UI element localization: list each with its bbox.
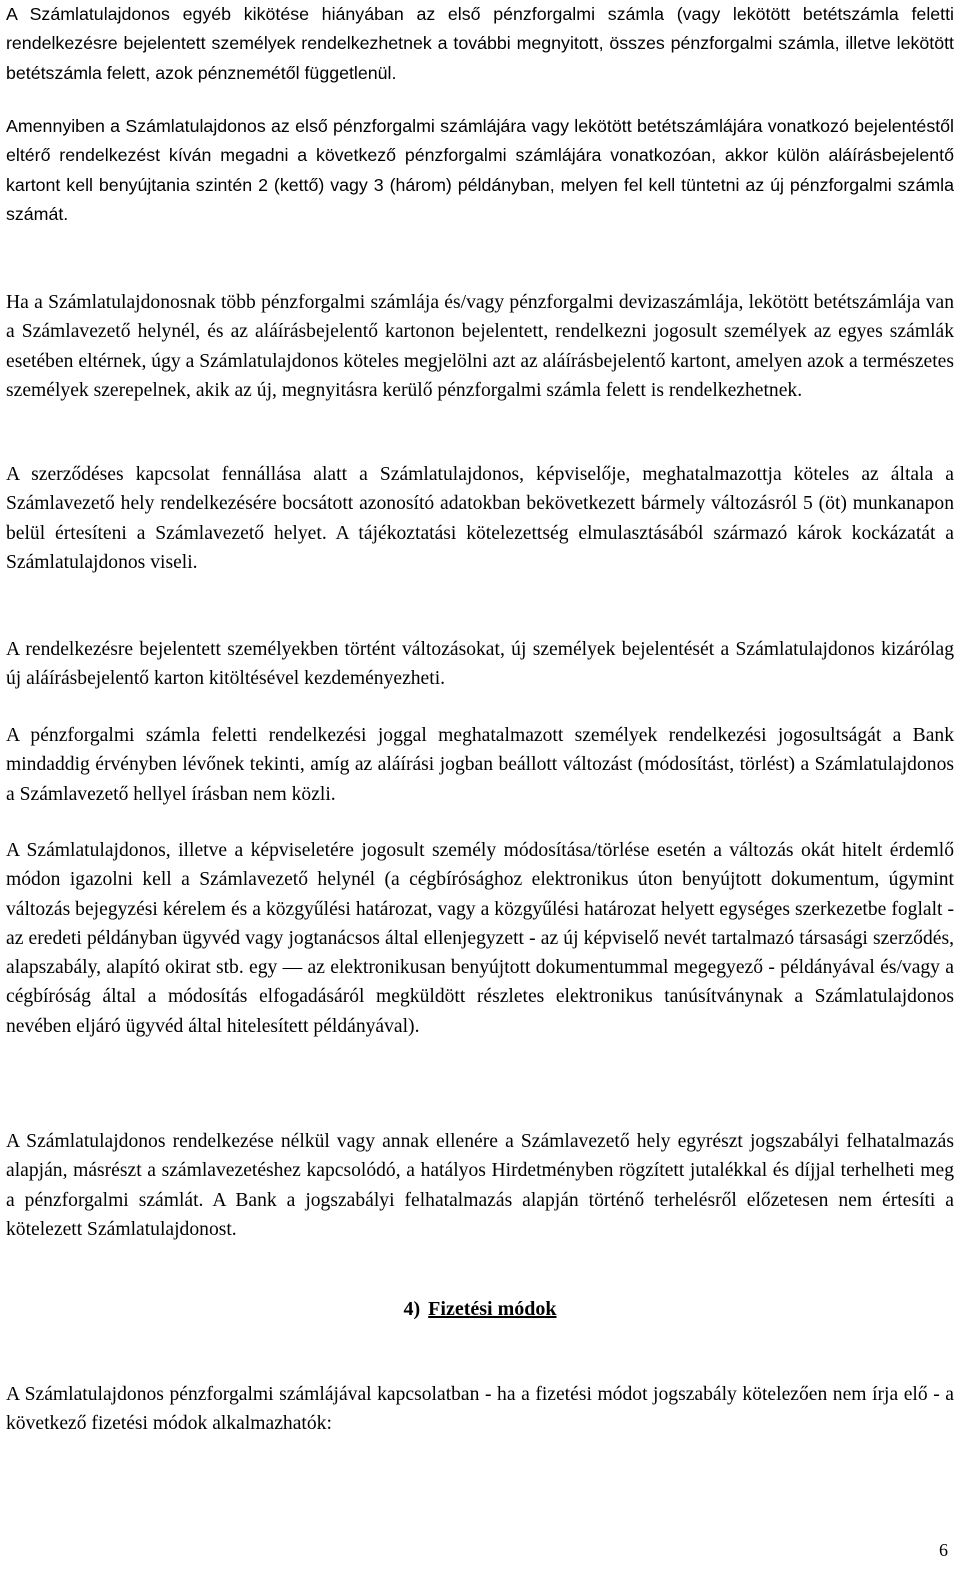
- section-title: Fizetési módok: [428, 1298, 557, 1320]
- paragraph-debit-without-instruction: A Számlatulajdonos rendelkezése nélkül vagy annak ellenére a Számlavezető hely egyrészt jogszabályi felhatalmazás alapján, másrészt a számlavezetéshez kapcsolódó, a hatályos Hirdetményben rögzített jutalékkal és díjjal terhelheti meg a pénzforgalmi számlát. A Bank a jogszabályi felhatalmazás alapján történő terhelésről előzetesen nem értesíti a kötelezett Számlatulajdonost.: [6, 1131, 954, 1240]
- paragraph-separate-signature-card: Amennyiben a Számlatulajdonos az első pénzforgalmi számlájára vagy lekötött betétszámlájára vonatkozó bejelentéstől eltérő rendelkezést kíván megadni a következő pénzforgalmi számlájára vonatkozóan, akkor külön aláírásbejelentő kartont kell benyújtania szintén 2 (kettő) vagy 3 (három) példányban, melyen fel kell tüntetni az új pénzforgalmi számla számát.: [6, 116, 954, 224]
- section-heading: [6, 1294, 954, 1324]
- paragraph-multiple-accounts: Ha a Számlatulajdonosnak több pénzforgalmi számlája és/vagy pénzforgalmi devizaszámlája, lekötött betétszámlája van a Számlavezető helynél, és az aláírásbejelentő kartonon bejelentett, rendelkezni jogosult személyek az egyes számlák esetében eltérnek, úgy a Számlatulajdonos köteles megjelölni azt az aláírásbejelentő kartont, amelyen azok a természetes személyek szerepelnek, akik az új, megnyitásra kerülő pénzforgalmi számla felett is rendelkezhetnek.: [6, 292, 954, 401]
- paragraph-payment-methods-intro: A Számlatulajdonos pénzforgalmi számlájával kapcsolatban - ha a fizetési módot jogszabály kötelezően nem írja elő - a következő fizetési módok alkalmazhatók:: [6, 1384, 954, 1435]
- page-number: 6: [939, 1540, 948, 1560]
- section-number: 4): [403, 1298, 421, 1320]
- paragraph-account-authority: A Számlatulajdonos egyéb kikötése hiányában az első pénzforgalmi számla (vagy lekötött betétszámla feletti rendelkezésre bejelentett személyek rendelkezhetnek a további megnyitott, összes pénzforgalmi számla, illetve lekötött betétszámla felett, azok pénznemétől függetlenül.: [6, 4, 954, 83]
- paragraph-authorized-persons-change: A rendelkezésre bejelentett személyekben történt változásokat, új személyek bejelentését a Számlatulajdonos kizárólag új aláírásbejelentő karton kitöltésével kezdeményezheti.: [6, 639, 954, 690]
- paragraph-representative-change: A Számlatulajdonos, illetve a képviseletére jogosult személy módosítása/törlése esetén a változás okát hitelt érdemlő módon igazolni kell a Számlavezető helynél (a cégbírósághoz elektronikus úton benyújtott dokumentum, úgymint változás bejegyzési kérelem és a közgyűlési határozat, vagy a közgyűlési határozat helyett egységes szerkezetbe foglalt - az eredeti példányban ügyvéd vagy jogtanácsos által ellenjegyzett - az új képviselő nevét tartalmazó társasági szerződés, alapszabály, alapító okirat stb. egy — az elektronikusan benyújtott dokumentummal megegyező - példányával és/vagy a cégbíróság által a módosítás elfogadásáról megküldött részletes elektronikus tanúsítványnak a Számlatulajdonos nevében eljáró ügyvéd által hitelesített példányával).: [6, 840, 954, 1037]
- paragraph-authority-validity: A pénzforgalmi számla feletti rendelkezési joggal meghatalmazott személyek rendelkezési jogosultságát a Bank mindaddig érvényben lévőnek tekinti, amíg az aláírási jogban beállott változást (módosítást, törlést) a Számlatulajdonos a Számlavezető hellyel írásban nem közli.: [6, 725, 954, 805]
- paragraph-data-change-notification: A szerződéses kapcsolat fennállása alatt a Számlatulajdonos, képviselője, meghatalmazottja köteles az általa a Számlavezető hely rendelkezésére bocsátott azonosító adatokban bekövetkezett bármely változásról 5 (öt) munkanapon belül értesíteni a Számlavezető helyet. A tájékoztatási kötelezettség elmulasztásából származó károk kockázatát a Számlatulajdonos viseli.: [6, 464, 954, 573]
